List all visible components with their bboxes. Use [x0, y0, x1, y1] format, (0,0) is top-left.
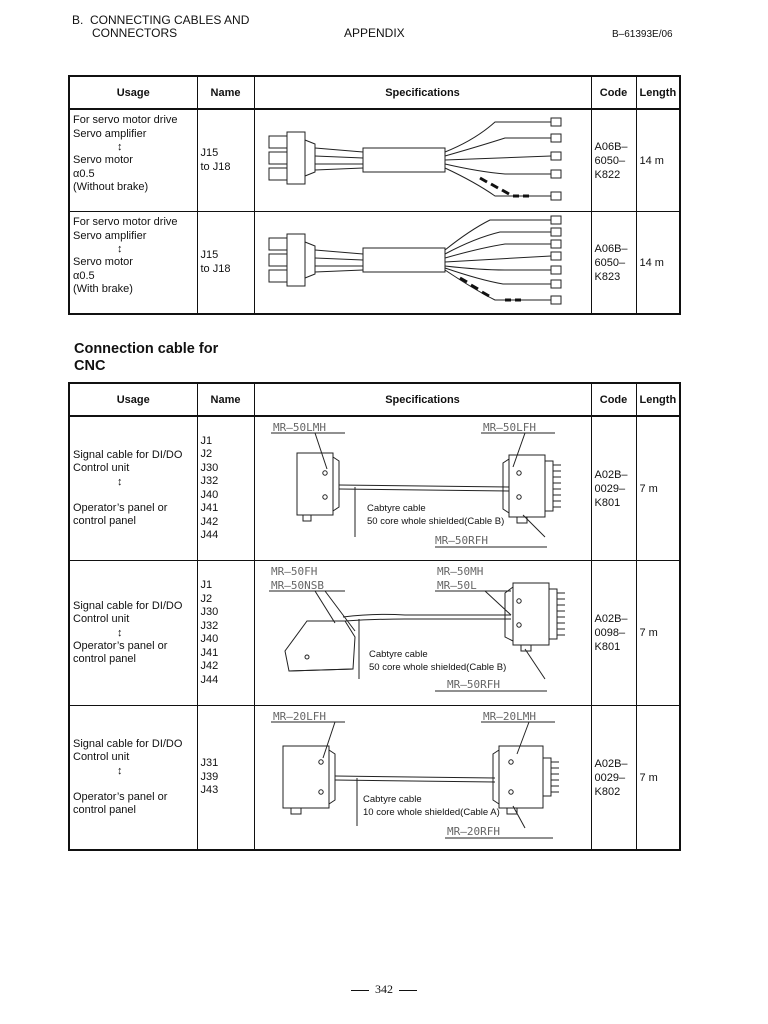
- connector-name: J2: [200, 448, 213, 460]
- table-header-row: [69, 383, 680, 416]
- updown-arrow-icon: ↕: [117, 141, 123, 153]
- table-row: [69, 109, 680, 212]
- usage-line: Operator’s panel or: [73, 790, 168, 803]
- servo-cable-drawing: [254, 109, 591, 212]
- part-label: MR–20RFH: [446, 825, 500, 838]
- connector-name: J40: [200, 488, 219, 501]
- code-cell: [591, 109, 636, 212]
- length-cell: 7 m: [636, 416, 680, 561]
- usage-line: control panel: [73, 804, 136, 816]
- usage-line: (With brake): [73, 283, 133, 295]
- usage-line: Servo motor: [73, 256, 133, 268]
- part-label: MR–50LMH: [272, 421, 326, 434]
- code-line: 6050–: [594, 154, 626, 167]
- name-cell: [197, 561, 254, 706]
- dido-cable-50fh-svg: [255, 561, 592, 702]
- usage-line: Servo motor: [73, 154, 133, 166]
- page-footer: [0, 982, 768, 997]
- usage-line: Operator’s panel or: [73, 501, 168, 514]
- code-cell: [591, 561, 636, 706]
- usage-line: Signal cable for DI/DO: [73, 599, 183, 612]
- usage-line: Servo amplifier: [73, 229, 147, 242]
- usage-cell: [69, 109, 197, 212]
- connector-name: J39: [200, 770, 219, 783]
- table-header-row: [69, 76, 680, 109]
- updown-arrow-icon: ↕: [117, 626, 123, 639]
- part-label: MR–50NSB: [270, 579, 324, 592]
- code-line: K823: [594, 270, 621, 283]
- section-title-line: Connection cable for: [74, 341, 219, 357]
- connector-name: J15: [200, 147, 219, 159]
- connector-housing: [269, 152, 287, 164]
- cable-caption: 50 core whole shielded(Cable B): [368, 662, 506, 673]
- col-length: Length: [636, 76, 680, 109]
- connector-housing: [269, 168, 287, 180]
- code-line: A02B–: [594, 468, 628, 481]
- usage-line: α0.5: [73, 269, 95, 282]
- code-cell: [591, 212, 636, 315]
- connector-name: to J18: [200, 262, 231, 275]
- part-label: MR–50MH: [436, 565, 483, 578]
- connector-name: J41: [200, 502, 219, 514]
- code-line: 0029–: [594, 771, 626, 784]
- usage-line: [73, 489, 194, 502]
- updown-arrow-icon: ↕: [117, 475, 123, 488]
- servo-cable-with-brake-svg: [255, 212, 592, 310]
- code-line: K822: [594, 168, 621, 181]
- usage-line: α0.5: [73, 167, 95, 180]
- length-cell: 14 m: [636, 212, 680, 315]
- usage-line: Signal cable for DI/DO: [73, 448, 183, 461]
- col-usage: Usage: [69, 76, 197, 109]
- connector-name: to J18: [200, 160, 231, 173]
- usage-line: Operator’s panel or: [73, 639, 168, 652]
- cnc-cable-drawing: [254, 561, 591, 706]
- connector-name: J30: [200, 606, 219, 618]
- connector-name: J41: [200, 646, 219, 659]
- usage-line: Signal cable for DI/DO: [73, 737, 183, 750]
- col-length: Length: [636, 383, 680, 416]
- usage-line: Servo amplifier: [73, 127, 147, 140]
- table-row: [69, 212, 680, 315]
- servo-cable-no-brake-svg: [255, 110, 592, 208]
- connector-name: J42: [200, 515, 219, 528]
- updown-arrow-icon: ↕: [117, 764, 123, 777]
- code-line: A02B–: [594, 757, 628, 770]
- code-line: 6050–: [594, 256, 626, 269]
- part-label: MR–50RFH: [434, 534, 488, 547]
- connector-name: J44: [200, 673, 219, 686]
- dido-cable-20lfh-svg: [255, 706, 592, 846]
- connector-housing: [269, 136, 287, 148]
- cable-caption: Cabtyre cable: [366, 503, 426, 514]
- part-label: MR–50LFH: [482, 421, 536, 434]
- table-row: [69, 416, 680, 561]
- page-number: 342: [375, 982, 393, 996]
- col-code: Code: [591, 383, 636, 416]
- cable-caption: Cabtyre cable: [362, 794, 422, 805]
- length-cell: 7 m: [636, 706, 680, 851]
- code-line: K801: [594, 641, 621, 653]
- table-row: [69, 706, 680, 851]
- part-label: MR–50RFH: [446, 678, 500, 691]
- col-spec: Specifications: [254, 383, 591, 416]
- section-letter: B.: [72, 13, 84, 27]
- usage-line: For servo motor drive: [73, 216, 178, 228]
- doc-number: B–61393E/06: [612, 29, 673, 40]
- cable-caption: Cabtyre cable: [368, 649, 428, 660]
- code-cell: [591, 706, 636, 851]
- section-title-line1: CONNECTING CABLES AND: [90, 13, 250, 27]
- connector-name: J31: [200, 757, 219, 770]
- usage-line: Control unit: [73, 751, 130, 763]
- usage-line: control panel: [73, 515, 136, 527]
- connector-name: J1: [200, 579, 213, 591]
- part-label: MR–50FH: [270, 565, 317, 578]
- section-heading: [72, 14, 302, 40]
- dido-cable-50lmh-svg: [255, 417, 592, 557]
- section-title: [74, 341, 218, 375]
- col-code: Code: [591, 76, 636, 109]
- col-name: Name: [197, 383, 254, 416]
- connector-name: J15: [200, 249, 219, 261]
- name-cell: [197, 416, 254, 561]
- name-cell: [197, 706, 254, 851]
- usage-cell: [69, 416, 197, 561]
- cnc-cable-drawing: [254, 706, 591, 851]
- part-label: MR–20LFH: [272, 710, 326, 723]
- length-cell: 14 m: [636, 109, 680, 212]
- usage-line: control panel: [73, 653, 136, 665]
- code-cell: [591, 416, 636, 561]
- code-line: A06B–: [594, 140, 628, 153]
- code-line: K801: [594, 496, 621, 509]
- dash-right: [399, 990, 417, 991]
- cnc-cable-drawing: [254, 416, 591, 561]
- length-cell: 7 m: [636, 561, 680, 706]
- connector-name: J1: [200, 434, 213, 447]
- cable-caption: 10 core whole shielded(Cable A): [362, 807, 500, 818]
- appendix-label: APPENDIX: [344, 26, 405, 40]
- connector-name: J32: [200, 619, 219, 632]
- connector-name: J30: [200, 461, 219, 474]
- servo-cable-table: [68, 75, 681, 315]
- col-spec: Specifications: [254, 76, 591, 109]
- col-name: Name: [197, 76, 254, 109]
- usage-cell: [69, 212, 197, 315]
- code-line: K802: [594, 785, 621, 798]
- part-label: MR–50L: [436, 579, 477, 592]
- connector-name: J43: [200, 784, 219, 797]
- updown-arrow-icon: ↕: [117, 243, 123, 255]
- part-label: MR–20LMH: [482, 710, 536, 723]
- table-row: [69, 561, 680, 706]
- section-title-line: CNC: [74, 358, 106, 374]
- usage-cell: [69, 561, 197, 706]
- usage-line: Control unit: [73, 613, 130, 625]
- code-line: A06B–: [594, 242, 628, 255]
- name-cell: [197, 212, 254, 315]
- col-usage: Usage: [69, 383, 197, 416]
- connector-name: J42: [200, 660, 219, 672]
- connector-name: J44: [200, 529, 219, 541]
- code-line: 0098–: [594, 627, 626, 639]
- servo-cable-drawing: [254, 212, 591, 315]
- code-line: 0029–: [594, 482, 626, 495]
- usage-line: (Without brake): [73, 181, 149, 193]
- connector-name: J40: [200, 633, 219, 645]
- dash-left: [351, 990, 369, 991]
- usage-line: [73, 778, 194, 791]
- cnc-cable-table: [68, 382, 681, 851]
- connector-name: J2: [200, 592, 213, 605]
- code-line: A02B–: [594, 613, 628, 625]
- section-title-line2: CONNECTORS: [92, 26, 178, 40]
- usage-line: For servo motor drive: [73, 114, 178, 126]
- cable-caption: 50 core whole shielded(Cable B): [366, 516, 504, 527]
- usage-line: Control unit: [73, 462, 130, 474]
- name-cell: [197, 109, 254, 212]
- usage-cell: [69, 706, 197, 851]
- connector-name: J32: [200, 475, 219, 487]
